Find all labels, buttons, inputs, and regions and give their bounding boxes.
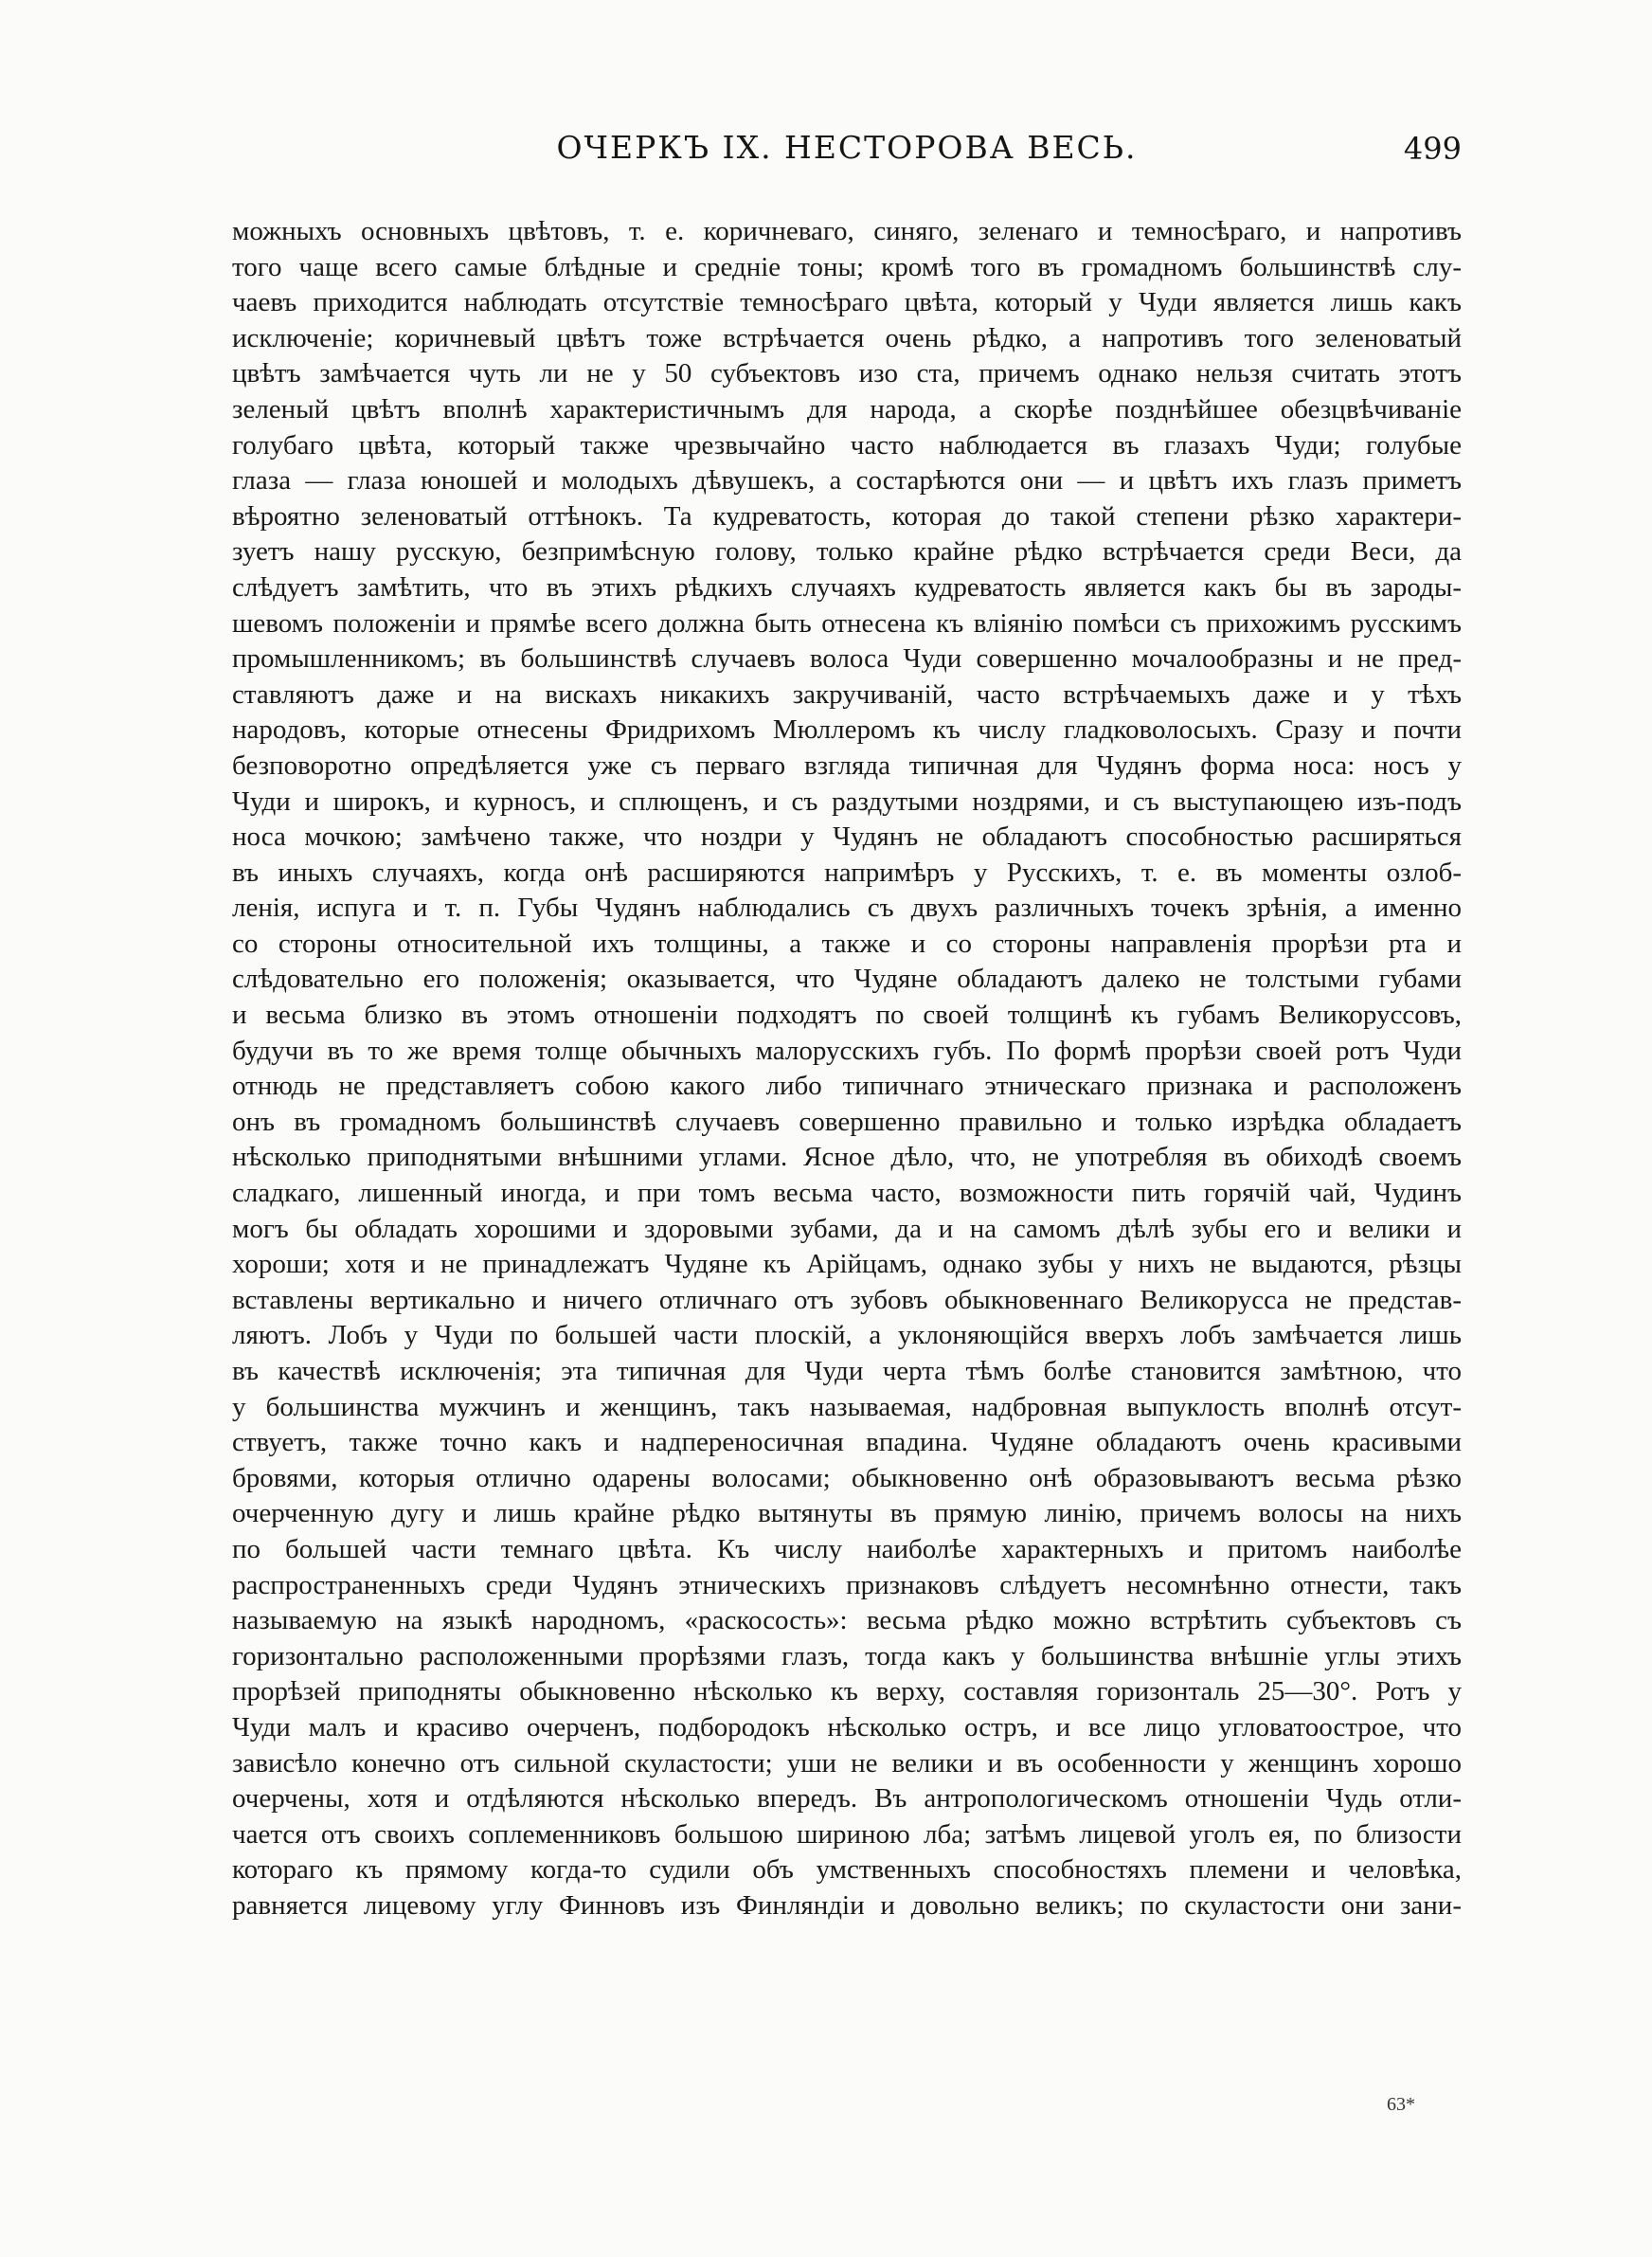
body-text	[232, 214, 1462, 1924]
text-line: Чуди малъ и красиво очерченъ, подбородокъ нѣсколько остръ, и все лицо угловатоострое, что	[232, 1711, 1462, 1742]
text-line: хороши; хотя и не принадлежатъ Чудяне къ Арійцамъ, однако зубы у нихъ не выдаются, рѣзцы	[232, 1249, 1462, 1280]
text-line: по большей части темнаго цвѣта. Къ числу наиболѣе характерныхъ и притомъ наиболѣе	[232, 1533, 1462, 1564]
text-line: можныхъ основныхъ цвѣтовъ, т. е. коричневаго, синяго, зеленаго и темносѣраго, и напротивъ	[232, 216, 1462, 246]
text-line: могъ бы обладать хорошими и здоровыми зубами, да и на самомъ дѣлѣ зубы его и велики и	[232, 1213, 1462, 1244]
chapter-title: ОЧЕРКЪ IX. НЕСТОРОВА ВЕСЬ.	[556, 129, 1138, 166]
text-line: слѣдовательно его положенія; оказывается, что Чудяне обладаютъ далеко не толстыми губами	[232, 964, 1462, 995]
text-line: вѣроятно зеленоватый оттѣнокъ. Та кудреватость, которая до такой степени рѣзко характери-	[232, 500, 1462, 532]
text-line: онъ въ громадномъ большинствѣ случаевъ совершенно правильно и только изрѣдка обладаетъ	[232, 1106, 1462, 1137]
text-line: отнюдь не представляетъ собою какого либо типичнаго этническаго признака и расположенъ	[232, 1071, 1462, 1102]
text-line: того чаще всего самые блѣдные и средніе тоны; кромѣ того въ громадномъ большинствѣ слу-	[232, 251, 1462, 282]
text-line: безповоротно опредѣляется уже съ перваго взгляда типичная для Чудянъ форма носа: носъ у	[232, 749, 1462, 781]
text-line: бровями, которыя отлично одарены волосами; обыкновенно онѣ образовываютъ весьма рѣзко	[232, 1462, 1462, 1493]
text-line: распространенныхъ среди Чудянъ этническихъ признаковъ слѣдуетъ несомнѣнно отнести, такъ	[232, 1569, 1462, 1600]
signature-mark: 63*	[1387, 2094, 1415, 2115]
text-line: нѣсколько приподнятыми внѣшними углами. Ясное дѣло, что, не употребляя въ обиходѣ своемъ	[232, 1142, 1462, 1173]
text-line: и весьма близко въ этомъ отношеніи подходятъ по своей толщинѣ къ губамъ Великоруссовъ,	[232, 1000, 1462, 1031]
text-line: горизонтально расположенными прорѣзями глазъ, тогда какъ у большинства внѣшніе углы этихъ	[232, 1640, 1462, 1671]
text-line: чается отъ своихъ соплеменниковъ большою шириною лба; затѣмъ лицевой уголъ ея, по близости	[232, 1818, 1462, 1850]
text-line: зуетъ нашу русскую, безпримѣсную голову, только крайне рѣдко встрѣчается среди Веси, да	[232, 536, 1462, 568]
text-line: промышленникомъ; въ большинствѣ случаевъ волоса Чуди совершенно мочалообразны и не пред-	[232, 643, 1462, 675]
text-line: шевомъ положеніи и прямѣе всего должна быть отнесена къ вліянію помѣси съ прихожимъ русскимъ	[232, 607, 1462, 639]
text-line: чаевъ приходится наблюдать отсутствіе темносѣраго цвѣта, который у Чуди является лишь какъ	[232, 287, 1462, 318]
text-line: въ качествѣ исключенія; эта типичная для Чуди черта тѣмъ болѣе становится замѣтною, что	[232, 1356, 1462, 1386]
text-line: зеленый цвѣтъ вполнѣ характеристичнымъ для народа, а скорѣе позднѣйшее обезцвѣчиваніе	[232, 393, 1462, 424]
text-line: котораго къ прямому когда-то судили объ умственныхъ способностяхъ племени и человѣка,	[232, 1854, 1462, 1886]
text-line: носа мочкою; замѣчено также, что ноздри у Чудянъ не обладаютъ способностью расширяться	[232, 822, 1462, 853]
text-line: исключеніе; коричневый цвѣтъ тоже встрѣчается очень рѣдко, а напротивъ того зеленоватый	[232, 322, 1462, 353]
text-line: Чуди и широкъ, и курносъ, и сплющенъ, и съ раздутыми ноздрями, и съ выступающею изъ-подъ	[232, 785, 1462, 817]
text-line: ляютъ. Лобъ у Чуди по большей части плоскій, а уклоняющійся вверхъ лобъ замѣчается лишь	[232, 1320, 1462, 1351]
page-number: 499	[1403, 131, 1462, 167]
text-line: у большинства мужчинъ и женщинъ, такъ называемая, надбровная выпуклость вполнѣ отсут-	[232, 1391, 1462, 1422]
text-line: сладкаго, лишенный иногда, и при томъ весьма часто, возможности пить горячій чай, Чудинъ	[232, 1178, 1462, 1209]
text-line: равняется лицевому углу Финновъ изъ Финляндіи и довольно великъ; по скуластости они зани-	[232, 1889, 1462, 1921]
text-line: ствуетъ, также точно какъ и надпереносичная впадина. Чудяне обладаютъ очень красивыми	[232, 1427, 1462, 1458]
text-line: глаза — глаза юношей и молодыхъ дѣвушекъ, а состарѣются они — и цвѣтъ ихъ глазъ приметъ	[232, 465, 1462, 497]
text-line: очерчены, хотя и отдѣляются нѣсколько впередъ. Въ антропологическомъ отношеніи Чудь отли-	[232, 1783, 1462, 1815]
text-line: цвѣтъ замѣчается чуть ли не у 50 субъектовъ изо ста, причемъ однако нельзя считать этотъ	[232, 358, 1462, 389]
text-line: со стороны относительной ихъ толщины, а также и со стороны направленія прорѣзи рта и	[232, 928, 1462, 959]
text-line: слѣдуетъ замѣтить, что въ этихъ рѣдкихъ случаяхъ кудреватость является какъ бы въ зароды-	[232, 571, 1462, 603]
text-line: прорѣзей приподняты обыкновенно нѣсколько къ верху, составляя горизонталь 25—30°. Ротъ у	[232, 1676, 1462, 1707]
text-line: народовъ, которые отнесены Фридрихомъ Мюллеромъ къ числу гладковолосыхъ. Сразу и почти	[232, 714, 1462, 746]
text-line: называемую на языкѣ народномъ, «раскосость»: весьма рѣдко можно встрѣтить субъектовъ съ	[232, 1605, 1462, 1636]
text-line: ставляютъ даже и на вискахъ никакихъ закручиваній, часто встрѣчаемыхъ даже и у тѣхъ	[232, 678, 1462, 710]
text-line: въ иныхъ случаяхъ, когда онѣ расширяются напримѣръ у Русскихъ, т. е. въ моменты озлоб-	[232, 857, 1462, 888]
text-line: голубаго цвѣта, который также чрезвычайно часто наблюдается въ глазахъ Чуди; голубые	[232, 429, 1462, 460]
text-line: зависѣло конечно отъ сильной скуластости; уши не велики и въ особенности у женщинъ хорошо	[232, 1747, 1462, 1779]
text-line: очерченную дугу и лишь крайне рѣдко вытянуты въ прямую линію, причемъ волосы на нихъ	[232, 1498, 1462, 1529]
text-line: ленія, испуга и т. п. Губы Чудянъ наблюдались съ двухъ различныхъ точекъ зрѣнія, а именно	[232, 893, 1462, 924]
text-line: вставлены вертикально и ничего отличнаго отъ зубовъ обыкновеннаго Великорусса не представ-	[232, 1284, 1462, 1315]
running-header	[232, 129, 1462, 186]
text-line: будучи въ то же время толще обычныхъ малорусскихъ губъ. По формѣ прорѣзи своей ротъ Чуди	[232, 1035, 1462, 1066]
